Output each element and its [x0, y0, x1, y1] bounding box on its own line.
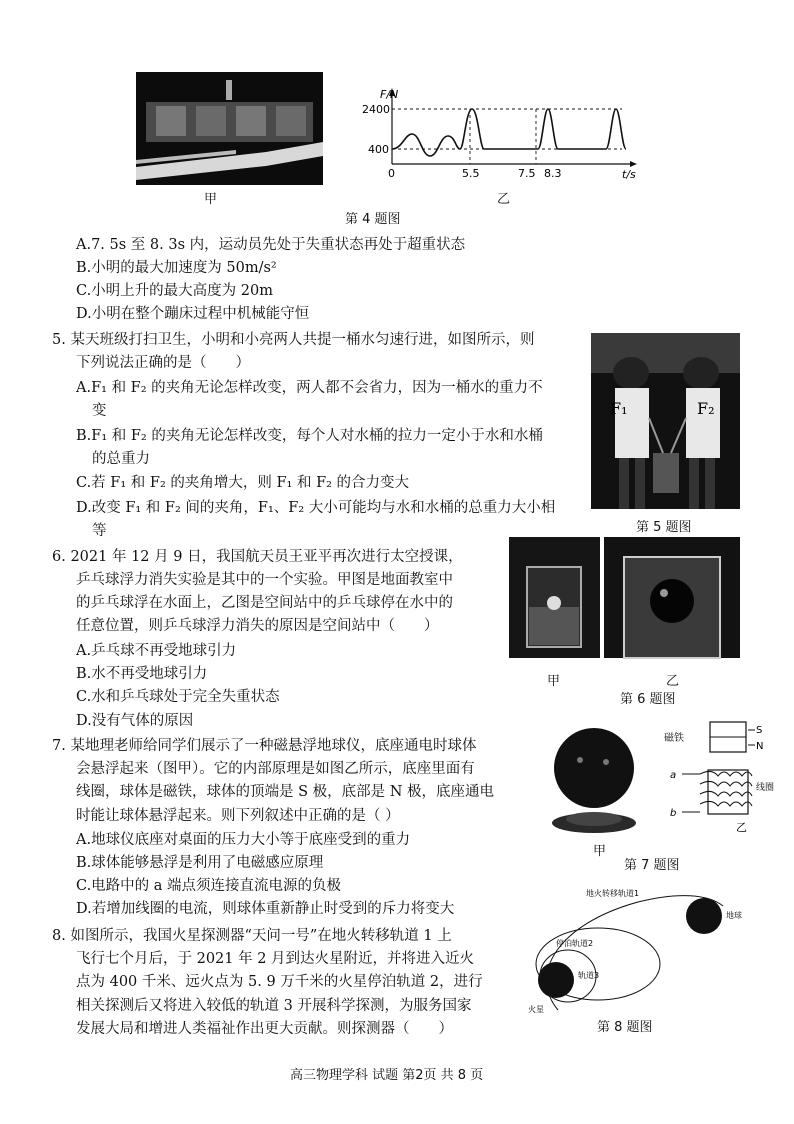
q8-caption: 第 8 题图: [597, 1020, 653, 1035]
q7-label-coil: 线圈: [756, 783, 775, 793]
q6-photo-jia: [509, 537, 600, 658]
q8-stem-line-1: 8. 如图所示，我国火星探测器“天问一号”在地火转移轨道 1 上: [52, 928, 452, 944]
q4-option-c: C.小明上升的最大高度为 20m: [76, 283, 273, 299]
q6-label-jia: 甲: [547, 674, 561, 689]
q7-caption: 第 7 题图: [624, 858, 680, 873]
q4-xtick-8.3: 8.3: [544, 167, 562, 180]
q4-label-jia: 甲: [204, 192, 218, 207]
q6-label-yi: 乙: [666, 674, 680, 689]
q4-photo-trampoline: [136, 72, 323, 185]
q4-ytick-2400: 2400: [362, 103, 390, 116]
q8-orbit-diagram: [518, 884, 750, 1016]
q7-label-s: S: [756, 725, 763, 736]
q5-option-c: C.若 F₁ 和 F₂ 的夹角增大，则 F₁ 和 F₂ 的合力变大: [76, 475, 410, 491]
q6-option-b: B.水不再受地球引力: [76, 666, 208, 682]
q5-option-a-line-1: A.F₁ 和 F₂ 的夹角无论怎样改变，两人都不会省力，因为一桶水的重力不: [76, 380, 543, 396]
q6-photo-jia-drawing: [509, 537, 600, 658]
q7-coil-diagram: [660, 718, 775, 838]
q6-photo-yi-drawing: [604, 537, 740, 658]
q6-caption: 第 6 题图: [620, 692, 676, 707]
q7-label-n: N: [756, 741, 764, 752]
q4-xtick-5.5: 5.5: [462, 167, 480, 180]
q8-stem-line-4: 相关探测后又将进入较低的轨道 3 开展科学探测，为服务国家: [76, 998, 472, 1014]
q4-option-d: D.小明在整个蹦床过程中机械能守恒: [76, 306, 310, 322]
q7-label-a: a: [670, 770, 677, 781]
q7-label-magnet: 磁铁: [664, 733, 684, 744]
q8-label-orbit2: 停泊轨道2: [556, 939, 594, 948]
q5-stem-line-1: 5. 某天班级打扫卫生，小明和小亮两人共提一桶水匀速行进，如图所示，则: [52, 332, 535, 348]
q8-stem-line-5: 发展大局和增进人类福祉作出更大贡献。则探测器（ ）: [76, 1021, 453, 1037]
q7-option-c: C.电路中的 a 端点须连接直流电源的负极: [76, 878, 342, 894]
q7-label-yi: 乙: [736, 821, 747, 834]
q5-label-f2: F₂: [697, 399, 715, 418]
q5-option-b-line-2: 的总重力: [92, 451, 150, 467]
q6-option-d: D.没有气体的原因: [76, 713, 194, 729]
q5-option-b-line-1: B.F₁ 和 F₂ 的夹角无论怎样改变，每个人对水桶的拉力一定小于水和水桶: [76, 428, 543, 444]
q5-option-d-line-2: 等: [92, 523, 107, 539]
q8-stem-line-2: 飞行七个月后，于 2021 年 2 月到达火星附近，并将进入近火: [76, 951, 475, 967]
q5-photo-two-students: [591, 333, 740, 509]
q4-option-a: A.7. 5s 至 8. 3s 内，运动员先处于失重状态再处于超重状态: [76, 237, 466, 253]
q7-option-b: B.球体能够悬浮是利用了电磁感应原理: [76, 855, 324, 871]
q7-globe-photo: [544, 718, 644, 838]
q5-option-d-line-1: D.改变 F₁ 和 F₂ 间的夹角，F₁、F₂ 大小可能均与水和水桶的总重力大小相: [76, 500, 556, 516]
q7-stem-line-3: 线圈，球体是磁铁，球体的顶端是 S 极，底部是 N 极，底座通电: [76, 784, 495, 800]
q5-label-f1: F₁: [610, 399, 628, 418]
q6-option-c: C.水和乒乓球处于完全失重状态: [76, 689, 280, 705]
q5-caption: 第 5 题图: [636, 520, 692, 535]
q6-photo-yi: [604, 537, 740, 658]
q5-option-a-line-2: 变: [92, 403, 107, 419]
q6-stem-line-4: 任意位置，则乒乓球浮力消失的原因是空间站中（ ）: [76, 618, 439, 634]
q7-stem-line-2: 会悬浮起来（图甲）。它的内部原理是如图乙所示，底座里面有: [76, 761, 475, 777]
q4-photo-drawing: [136, 72, 323, 185]
q4-x-axis-label: t/s: [622, 168, 636, 181]
q4-xtick-7.5: 7.5: [518, 167, 536, 180]
q7-option-a: A.地球仪底座对桌面的压力大小等于底座受到的重力: [76, 832, 411, 848]
q4-caption: 第 4 题图: [345, 212, 401, 227]
q8-label-mars: 火星: [528, 1005, 544, 1014]
q6-option-a: A.乒乓球不再受地球引力: [76, 643, 237, 659]
q8-label-earth: 地球: [726, 911, 742, 920]
q7-stem-line-4: 时能让球体悬浮起来。则下列叙述中正确的是（ ）: [76, 808, 400, 824]
page-footer: 高三物理学科 试题 第2页 共 8 页: [290, 1068, 484, 1083]
q6-stem-line-1: 6. 2021 年 12 月 9 日，我国航天员王亚平再次进行太空授课，: [52, 549, 463, 565]
q8-label-orbit1: 地火转移轨道1: [586, 889, 640, 898]
q7-option-d: D.若增加线圈的电流，则球体重新静止时受到的斥力将变大: [76, 901, 455, 917]
q6-stem-line-3: 的乒乓球浮在水面上，乙图是空间站中的乒乓球停在水中的: [76, 595, 453, 611]
q6-stem-line-2: 乒乓球浮力消失实验是其中的一个实验。甲图是地面教室中: [76, 572, 453, 588]
q8-stem-line-3: 点为 400 千米、远火点为 5. 9 万千米的火星停泊轨道 2，进行: [76, 974, 483, 990]
q5-stem-line-2: 下列说法正确的是（ ）: [76, 355, 250, 371]
q5-photo-drawing: [591, 333, 740, 509]
q4-force-time-graph: [360, 84, 640, 184]
q4-option-b: B.小明的最大加速度为 50m/s²: [76, 260, 277, 276]
q4-label-yi: 乙: [497, 192, 511, 207]
q4-ytick-400: 400: [368, 143, 389, 156]
q8-label-orbit3: 轨道3: [578, 971, 600, 980]
q7-stem-line-1: 7. 某地理老师给同学们展示了一种磁悬浮地球仪，底座通电时球体: [52, 738, 477, 754]
q4-xtick-0: 0: [388, 167, 395, 180]
q4-y-axis-label: F/N: [380, 88, 399, 101]
q7-label-jia: 甲: [593, 844, 607, 859]
q7-label-b: b: [670, 808, 677, 819]
